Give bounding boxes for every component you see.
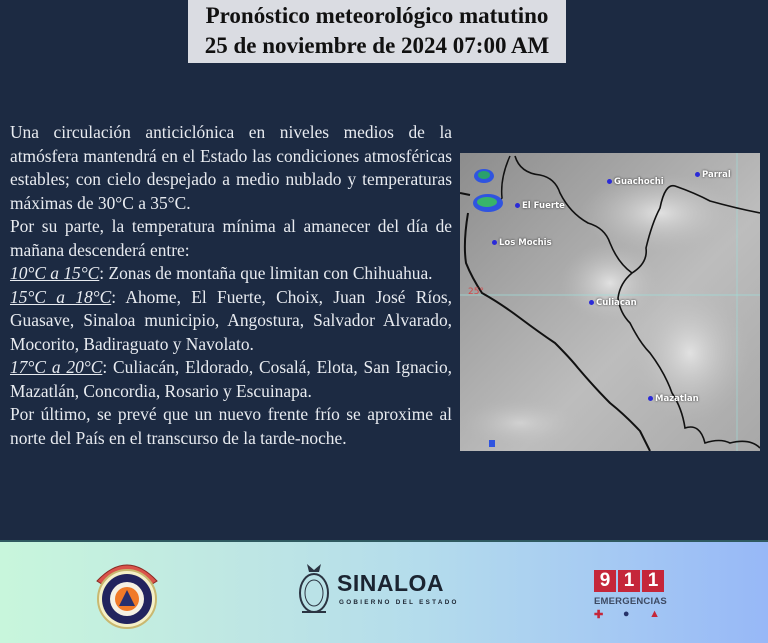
emergencias-911-logo (594, 570, 670, 630)
city-el-fuerte: El Fuerte (515, 201, 565, 211)
police-cap-icon: ● (622, 608, 630, 620)
city-guachochi: Guachochi (607, 177, 664, 187)
range-label: 10°C a 15°C (10, 263, 100, 283)
city-marker-icon (607, 179, 612, 184)
city-marker-icon (695, 172, 700, 177)
range-label: 15°C a 18°C (10, 286, 112, 307)
title-box (188, 0, 566, 63)
range-item (10, 286, 452, 357)
medical-cross-icon: ✚ (594, 609, 604, 621)
forecast-min-intro: Por su parte, la temperatura mínima al amanecer del día de mañana descenderá entre: (10, 216, 452, 260)
city-marker-icon (515, 203, 520, 208)
state-shield-icon (297, 560, 331, 616)
range-zones: : Zonas de montaña que limitan con Chihuahua. (99, 263, 433, 283)
city-mazatlan: Mazatlan (648, 394, 699, 404)
911-digits: 9 1 1 (594, 570, 670, 592)
city-culiacan: Culiacan (589, 298, 637, 308)
gobierno-sinaloa-logo (297, 560, 467, 616)
range-label: 17°C a 20°C (10, 357, 103, 377)
sinaloa-subtitle: GOBIERNO DEL ESTADO (339, 599, 459, 606)
title-line-2: 25 de noviembre de 2024 07:00 AM (204, 33, 550, 58)
forecast-text (10, 121, 452, 450)
footer (0, 540, 768, 643)
satellite-map (460, 153, 760, 451)
forecast-closing: Por último, se prevé que un nuevo frente frío se aproxime al norte del País en el transcurso de la tarde-noche. (10, 404, 452, 448)
proteccion-civil-emblem-icon (91, 555, 163, 631)
city-marker-icon (492, 240, 497, 245)
emergencias-label: EMERGENCIAS (594, 596, 667, 607)
forecast-intro: Una circulación anticiclónica en niveles medios de la atmósfera mantendrá en el Estado las condiciones atmosféricas estables; con cielo despejado a medio nublado y temperaturas máximas de 30°C a 35°C. (10, 122, 452, 213)
range-item (10, 356, 452, 403)
title-line-1: Pronóstico meteorológico matutino (205, 3, 549, 28)
range-zones: : Ahome, El Fuerte, Choix, Juan José Ríos, Guasave, Sinaloa municipio, Angostura, Salvador Alvarado, Mocorito, Badiraguato y Navolato. (10, 286, 452, 354)
range-item (10, 262, 452, 286)
proteccion-civil-logo (91, 555, 163, 631)
city-los-mochis: Los Mochis (492, 238, 552, 248)
latitude-label: 25° (468, 287, 484, 297)
city-parral: Parral (695, 170, 731, 180)
fire-helmet-icon: ▲ (649, 608, 660, 620)
city-marker-icon (589, 300, 594, 305)
range-zones: : Culiacán, Eldorado, Cosalá, Elota, San Ignacio, Mazatlán, Concordia, Rosario y Escuinapa. (10, 357, 452, 401)
sinaloa-title: SINALOA (337, 570, 444, 596)
city-marker-icon (648, 396, 653, 401)
